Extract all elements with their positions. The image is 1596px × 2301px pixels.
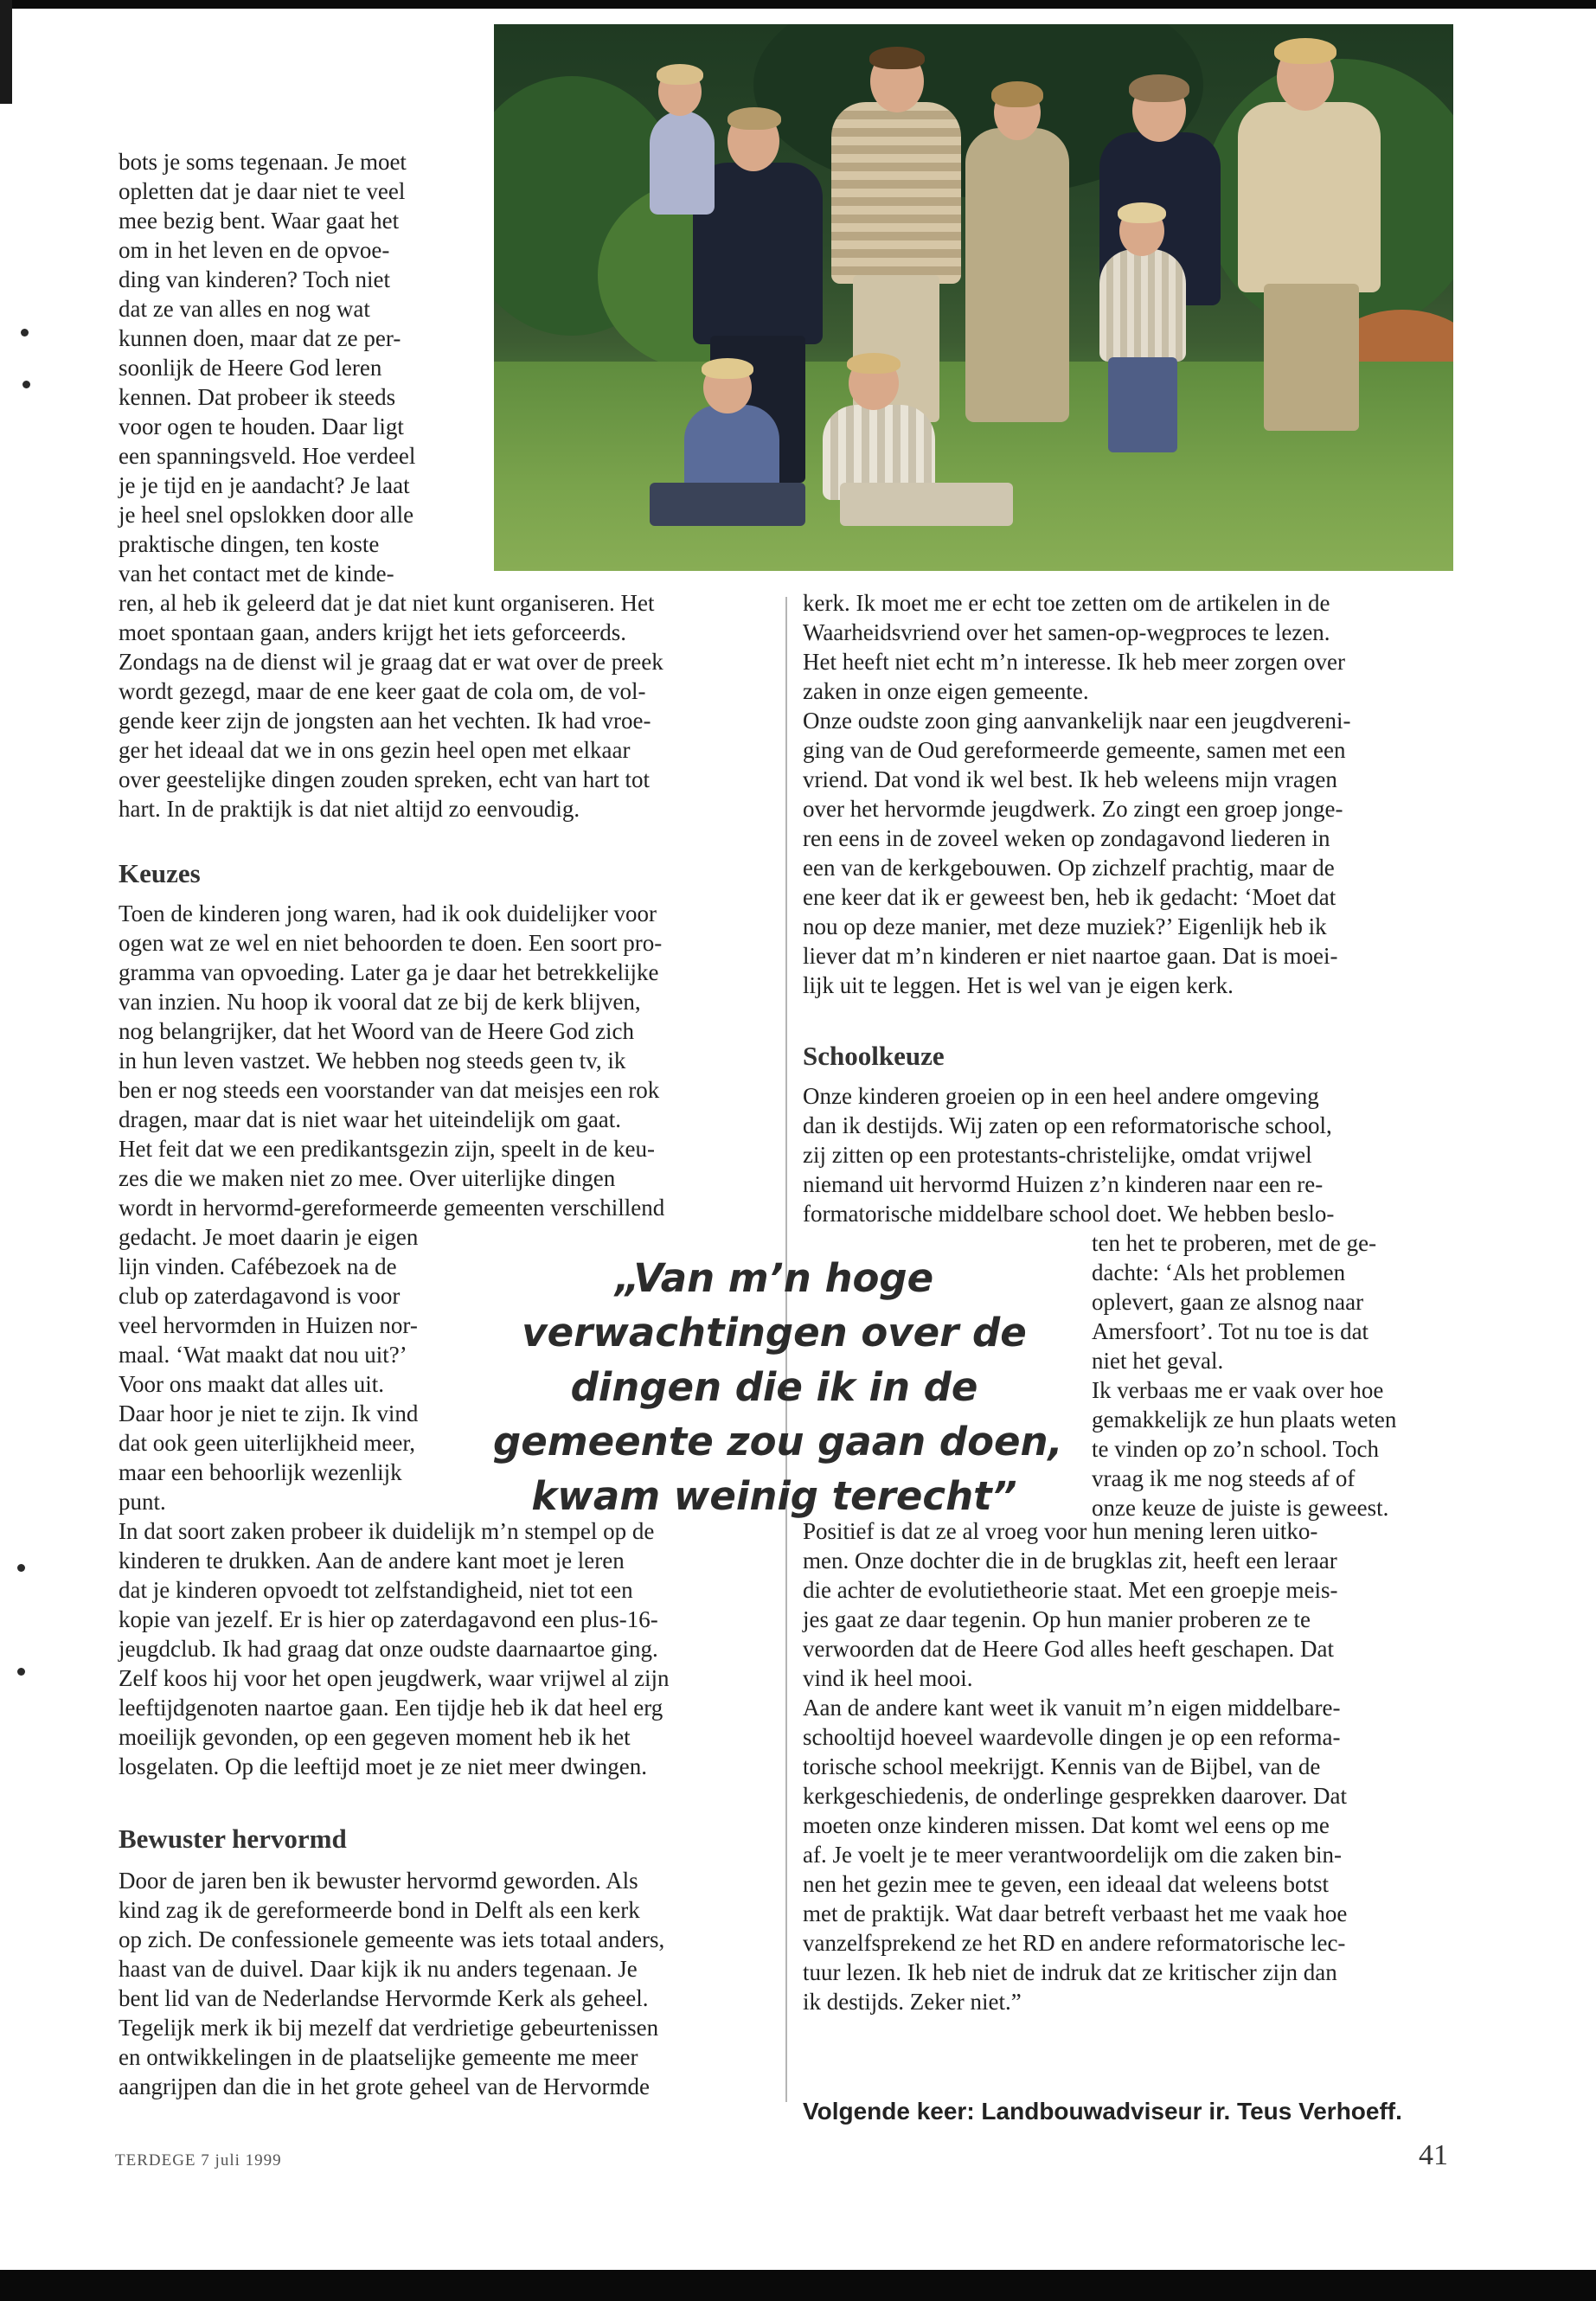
scan-speck [17,1668,25,1676]
col2-paragraph-positief: Positief is dat ze al vroeg voor hun mening leren uitko- men. Onze dochter die in de brugklas zit, heeft een leraar die achter de evolutietheorie staat. Met een groepje meis- jes gaat ze daar tegenin. Op hun manier proberen ze te verwoorden dat de Heere God alles heeft geschapen. Dat vind ik heel mooi. Aan de andere kant weet ik vanuit m’n eigen middelbare- schooltijd hoeveel waardevolle dingen je op een reforma- torische school meekrijgt. Kennis van de Bijbel, van de kerkgeschiedenis, de onderlinge gesprekken daarover. Dat moeten onze kinderen missen. Dat komt wel eens op me af. Je voelt je te meer verantwoordelijk om die zaken bin- nen het gezin mee te geven, een ideaal dat weleens botst met de praktijk. Wat daar betreft verbaast het me vaak hoe vanzelfsprekend ze het RD en andere reformatorische lec- tuur lezen. Ik heb niet de indruk dat ze kritischer zijn dan ik destijds. Zeker niet.” [803,1518,1348,2015]
col1-paragraph-intro: bots je soms tegenaan. Je moet opletten dat je daar niet te veel mee bezig bent. Waar gaat het om in het leven en de opvoe- ding van kinderen? Toch niet dat ze van alles en nog wat kunnen doen, maar dat ze per- soonlijk de Heere God leren kennen. Dat probeer ik steeds voor ogen te houden. Daar ligt een spanningsveld. Hoe verdeel je je tijd en je aandacht? Je laat je heel snel opslokken door alle praktische dingen, ten koste van het contact met de kinde- [119,149,416,586]
footer-folio: TERDEGE 7 juli 1999 [115,2151,282,2170]
scan-speck [17,1564,25,1572]
photo-person-sitting-boy-left [650,353,805,543]
scan-edge-bottom [0,2270,1596,2301]
col1-paragraph-stempel: In dat soort zaken probeer ik duidelijk m’n stempel op de kinderen te drukken. Aan de andere kant moet je leren dat je kinderen opvoedt tot zelfstandigheid, niet tot een kopie van jezelf. Er is hier op zaterdagavond een plus-16- jeugdclub. Ik had graag dat onze oudste daarnaartoe ging. Zelf koos hij voor het open jeugdwerk, waar vrijwel al zijn leeftijdgenoten naartoe gaan. Een tijdje heb ik dat heel erg moeilijk gevonden, op een gegeven moment heb ik het losgelaten. Op die leeftijd moet je ze niet meer dwingen. [119,1518,670,1779]
next-issue-note: Volgende keer: Landbouwadviseur ir. Teus Verhoeff. [803,2098,1402,2125]
scan-edge-top [0,0,1596,9]
photo-person-toddler [641,59,719,249]
scan-speck [21,329,29,336]
col2-paragraph-kerk: kerk. Ik moet me er echt toe zetten om de artikelen in de Waarheidsvriend over het samen-op-wegproces te lezen. Het heeft niet echt m’n interesse. Ik heb meer zorgen over zaken in onze eigen gemeente. Onze oudste zoon ging aanvankelijk naar een jeugdvereni- ging van de Oud gereformeerde gemeente, samen met een vriend. Dat vond ik wel best. Ik heb weleens mijn vragen over het hervormde jeugdwerk. Zo zingt een groep jonge- ren eens in de zoveel weken op zondagavond liederen in een van de kerkgebouwen. Op zichzelf prachtig, maar de ene keer dat ik er geweest ben, heb ik gedacht: ‘Moet dat nou op deze manier, met deze muziek?’ Eigenlijk heb ik liever dat m’n kinderen er niet naartoe gaan. Dat is moei- lijk uit te leggen. Het is wel van je eigen kerk. [803,590,1351,998]
family-photo [494,24,1453,571]
heading-keuzes: Keuzes [119,858,201,888]
photo-person-tall-boy [1229,24,1385,439]
photo-person-small-boy [1091,197,1195,457]
col1-paragraph-cafebezoek: gedacht. Je moet daarin je eigen lijn vinden. Cafébezoek na de club op zaterdagavond is voor veel hervormden in Huizen nor- maal. ‘Wat maakt dat nou uit?’ Voor ons maakt dat alles uit. Daar hoor je niet te zijn. Ik vind dat ook geen uiterlijkheid meer, maar een behoorlijk wezenlijk punt. [119,1224,419,1515]
scan-speck [22,381,30,388]
col1-paragraph-keuzes: Toen de kinderen jong waren, had ik ook duidelijker voor ogen wat ze wel en niet behoorden te doen. Een soort pro- gramma van opvoeding. Later ga je daar het betrekkelijke van inzien. Nu hoop ik vooral dat ze bij de kerk blijven, nog belangrijker, dat het Woord van de Heere God zich in hun leven vastzet. We hebben nog steeds geen tv, ik ben er nog steeds een voorstander van dat meisjes een rok dragen, maar dat is niet waar het uiteindelijk om gaat. Het feit dat we een predikantsgezin zijn, speelt in de keu- zes die we maken niet zo mee. Over uiterlijke dingen wordt in hervormd-gereformeerde gemeenten verschillend [119,901,665,1221]
col1-paragraph-intro-cont: ren, al heb ik geleerd dat je dat niet kunt organiseren. Het moet spontaan gaan, anders krijgt het iets geforceerds. Zondags na de dienst wil je graag dat er wat over de preek wordt gezegd, maar de ene keer gaat de cola om, de vol- gende keer zijn de jongsten aan het vechten. Ik had vroe- ger het ideaal dat we in ons gezin heel open met elkaar over geestelijke dingen zouden spreken, echt van hart tot hart. In de praktijk is dat niet altijd zo eenvoudig. [119,590,663,822]
scan-edge-left [0,0,12,104]
col2-paragraph-schoolkeuze: Onze kinderen groeien op in een heel andere omgeving dan ik destijds. Wij zaten op een reformatorische school, zij zitten op een protestants-christelijke, omdat vrijwel niemand uit hervormd Huizen z’n kinderen naar een re- formatorische middelbare school doet. We hebben beslo- [803,1083,1335,1227]
heading-schoolkeuze: Schoolkeuze [803,1041,945,1071]
col2-paragraph-proberen: ten het te proberen, met de ge- dachte: ‘Als het problemen oplevert, gaan ze alsnog naar Amersfoort’. Tot nu toe is dat niet het geval. Ik verbaas me er vaak over hoe gemakkelijk ze hun plaats weten te vinden op zo’n school. Toch vraag ik me nog steeds af of onze keuze de juiste is geweest. [1092,1230,1397,1521]
pull-quote: „Van m’n hoge verwachtingen over de dingen die ik in de gemeente zou gaan doen, kwam weinig terecht” [493,1255,1063,1519]
page-number: 41 [1419,2139,1448,2171]
col1-paragraph-bewuster: Door de jaren ben ik bewuster hervormd geworden. Als kind zag ik de gereformeerde bond in Delft als een kerk op zich. De confessionele gemeente was iets totaal anders, haast van de duivel. Daar kijk ik nu anders tegenaan. Je bent lid van de Nederlandse Hervormde Kerk als geheel. Tegelijk merk ik bij mezelf dat verdrietige gebeurtenissen en ontwikkelingen in de plaatselijke gemeente me meer aangrijpen dan die in het grote geheel van de Hervormde [119,1868,665,2099]
heading-bewuster-hervormd: Bewuster hervormd [119,1823,347,1854]
photo-person-sitting-boy-right [788,344,1013,552]
